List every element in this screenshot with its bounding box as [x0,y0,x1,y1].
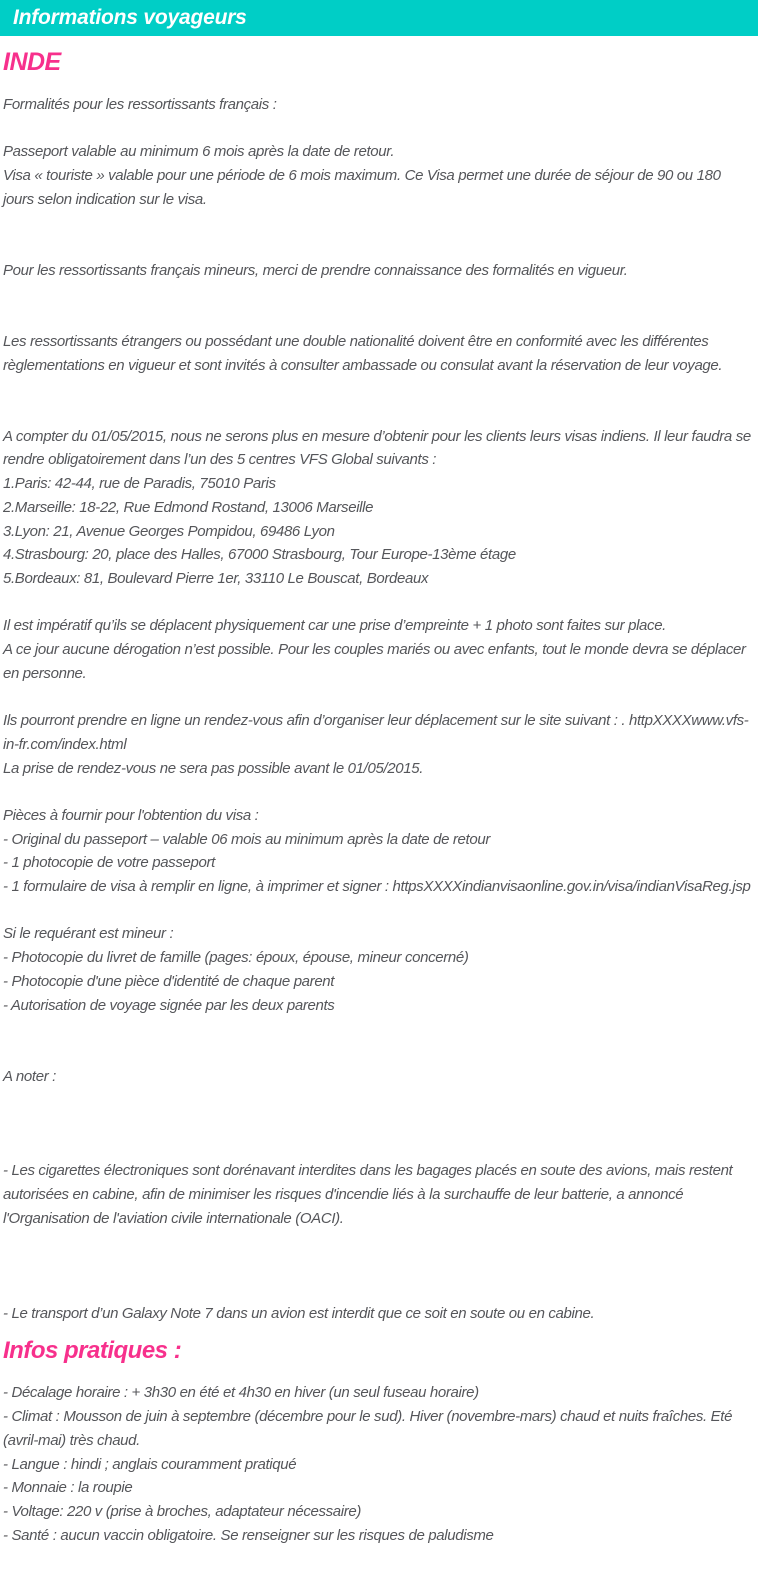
paragraph [3,1381,754,1547]
text-line: Visa « touriste » valable pour une période de 6 mois maximum. Ce Visa permet une durée de séjour de 90 ou 180 jours selon indication sur le visa. [3,167,721,208]
text-line: Pièces à fournir pour l'obtention du visa : [3,806,259,824]
text-line: Si le requérant est mineur : [3,925,174,943]
paragraph [3,1159,754,1230]
paragraph [3,709,754,780]
text-line: - 1 formulaire de visa à remplir en ligne, à imprimer et signer : httpsXXXXindianvisaonline.gov.in/visa/indianVisaReg.jsp [3,878,751,896]
text-line: - Santé : aucun vaccin obligatoire. Se renseigner sur les risques de paludisme [3,1526,494,1544]
text-line: - Les cigarettes électroniques sont dorénavant interdites dans les bagages placés en soute des avions, mais restent autorisées en cabine, afin de minimiser les risques d'incendie liés à la surchauffe de leur batterie, a annoncé l'Organisation de l'aviation civile internationale (OACI). [3,1162,733,1227]
text-line: A noter : [3,1067,56,1085]
blank-space [3,117,754,141]
text-line: Ils pourront prendre en ligne un rendez-vous afin d’organiser leur déplacement sur le site suivant : . httpXXXXwww.vfs-in-fr.com/index.html [3,712,749,753]
country-heading: INDE [3,48,61,76]
blank-space [3,377,754,424]
blank-space [3,1231,754,1302]
paragraph [3,614,754,685]
text-line: - Photocopie du livret de famille (pages: époux, épouse, mineur concerné) [3,949,469,967]
blank-space [3,212,754,259]
text-line: Il est impératif qu’ils se déplacent physiquement car une prise d’empreinte + 1 photo sont faites sur place. [3,617,667,635]
text-line: 3.Lyon: 21, Avenue Georges Pompidou, 69486 Lyon [3,522,335,540]
blank-space [3,591,754,615]
text-line: - Photocopie d'une pièce d'identité de chaque parent [3,972,335,990]
paragraph [3,259,754,283]
document-content [0,36,758,1555]
blank-space [3,1088,754,1159]
text-line: A ce jour aucune dérogation n’est possible. Pour les couples mariés ou avec enfants, tout le monde devra se déplacer en personne. [3,641,746,682]
paragraph [3,804,754,899]
paragraph [3,1302,754,1326]
text-line: Passeport valable au minimum 6 mois après la date de retour. [3,143,395,161]
text-line: - Original du passeport – valable 06 mois au minimum après la date de retour [3,830,490,848]
text-line: 1.Paris: 42-44, rue de Paradis, 75010 Paris [3,475,276,493]
paragraph [3,1065,754,1089]
text-line: - Monnaie : la roupie [3,1479,133,1497]
text-line: Pour les ressortissants français mineurs, merci de prendre connaissance des formalités en vigueur. [3,261,628,279]
text-line: 2.Marseille: 18-22, Rue Edmond Rostand, 13006 Marseille [3,498,374,516]
blank-space [3,899,754,923]
header-bar [0,0,758,36]
text-line: - 1 photocopie de votre passeport [3,854,215,872]
paragraph [3,425,754,591]
text-line: - Climat : Mousson de juin à septembre (décembre pour le sud). Hiver (novembre-mars) chaud et nuits fraîches. Eté (avril-mai) très chaud. [3,1408,733,1449]
text-line: 4.Strasbourg: 20, place des Halles, 67000 Strasbourg, Tour Europe-13ème étage [3,546,516,564]
header-title: Informations voyageurs [13,6,247,29]
text-line: - Le transport d’un Galaxy Note 7 dans un avion est interdit que ce soit en soute ou en cabine. [3,1304,595,1322]
blank-space [3,283,754,330]
blank-space [3,686,754,710]
text-line: La prise de rendez-vous ne sera pas possible avant le 01/05/2015. [3,759,424,777]
text-line: - Voltage: 220 v (prise à broches, adaptateur nécessaire) [3,1502,362,1520]
section-heading: Infos pratiques : [3,1337,182,1365]
text-line: - Autorisation de voyage signée par les deux parents [3,996,335,1014]
paragraph [3,922,754,1017]
text-line: - Langue : hindi ; anglais couramment pratiqué [3,1455,297,1473]
blank-space [3,780,754,804]
text-line: A compter du 01/05/2015, nous ne serons plus en mesure d’obtenir pour les clients leurs visas indiens. Il leur faudra se rendre obligatoirement dans l’un des 5 centres VFS Global suivants : [3,427,751,469]
paragraph [3,330,754,377]
text-line: Les ressortissants étrangers ou possédant une double nationalité doivent être en conformité avec les différentes règlementations en vigueur et sont invités à consulter ambassade ou consulat avant la réservation de leur voyage. [3,332,723,374]
paragraph [3,93,754,117]
paragraph [3,140,754,211]
text-line: 5.Bordeaux: 81, Boulevard Pierre 1er, 33110 Le Bouscat, Bordeaux [3,570,429,587]
text-line: - Décalage horaire : + 3h30 en été et 4h30 en hiver (un seul fuseau horaire) [3,1384,479,1402]
text-line: Formalités pour les ressortissants français : [3,96,277,113]
blank-space [3,1017,754,1064]
